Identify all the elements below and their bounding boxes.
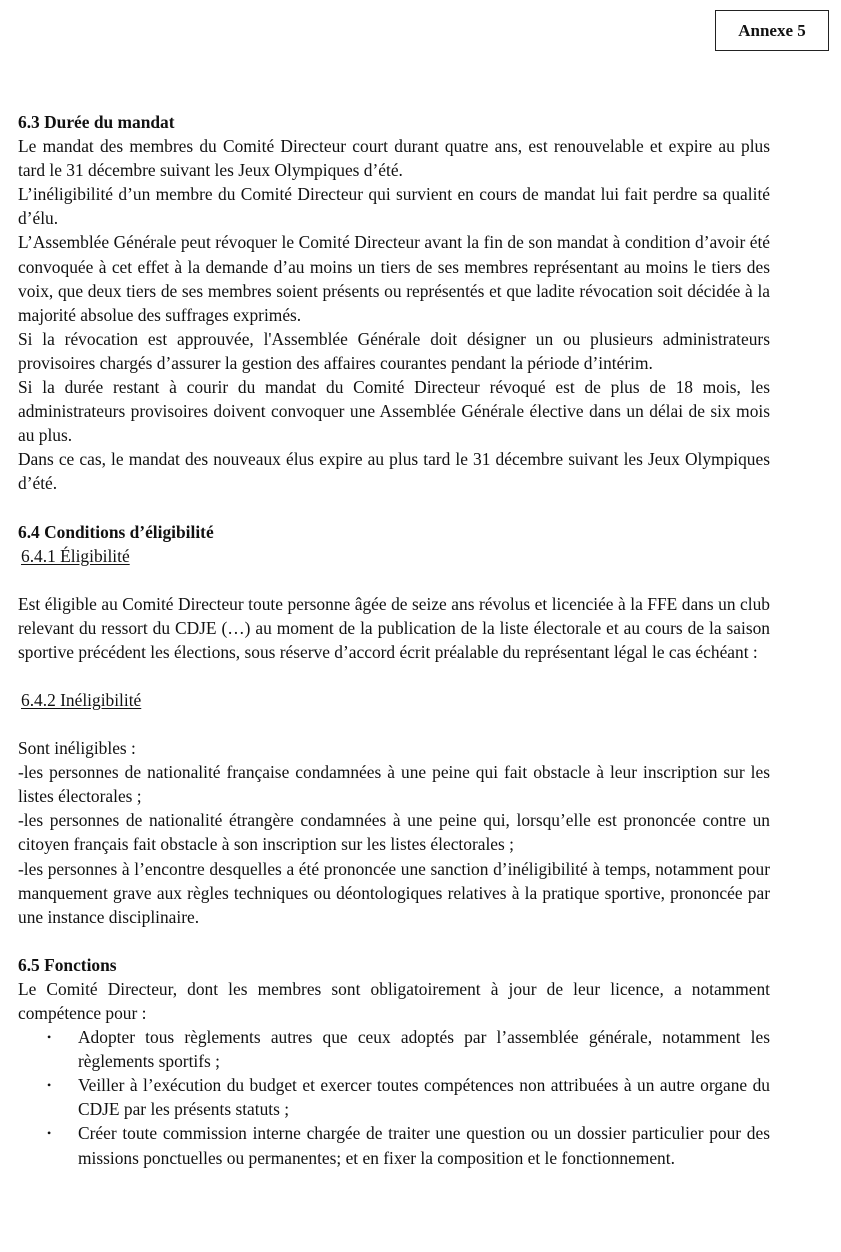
paragraph: Le mandat des membres du Comité Directeur court durant quatre ans, est renouvelable et expire au plus tard le 31 décembre suivant les Jeux Olympiques d’été. xyxy=(18,136,770,181)
ineligibility-item: -les personnes à l’encontre desquelles a été prononcée une sanction d’inéligibilité à temps, notamment pour manquement grave aux règles techniques ou déontologiques relatives à la pratique sportive, prononcée par une instance disciplinaire. xyxy=(18,858,770,927)
subsection-6-4-1-title: 6.4.1 Éligibilité xyxy=(21,545,130,566)
bullet-icon: • xyxy=(47,1078,52,1093)
paragraph: L’inéligibilité d’un membre du Comité Directeur qui survient en cours de mandat lui fait perdre sa qualité d’élu. xyxy=(18,184,770,229)
functions-intro: Le Comité Directeur, dont les membres sont obligatoirement à jour de leur licence, a notamment compétence pour : xyxy=(18,978,770,1023)
ineligibility-item: -les personnes de nationalité française condamnées à une peine qui fait obstacle à leur inscription sur les listes électorales ; xyxy=(18,762,770,807)
eligibility-paragraph: Est éligible au Comité Directeur toute personne âgée de seize ans révolus et licenciée à la FFE dans un club relevant du ressort du CDJE (…) au moment de la publication de la liste électorale et au cours de la saison sportive précédent les élections, sous réserve d’accord écrit préalable du représentant légal le cas échéant : xyxy=(18,593,770,662)
list-item-text: Veiller à l’exécution du budget et exercer toutes compétences non attribuées à un autre organe du CDJE par les présents statuts ; xyxy=(78,1075,770,1120)
bullet-icon: • xyxy=(47,1030,52,1045)
paragraph: Dans ce cas, le mandat des nouveaux élus expire au plus tard le 31 décembre suivant les Jeux Olympiques d’été. xyxy=(18,449,770,494)
list-item xyxy=(18,1025,770,1073)
section-6-3 xyxy=(18,110,770,496)
document-page xyxy=(18,110,770,1170)
subsection-6-4-2-title: 6.4.2 Inéligibilité xyxy=(21,689,142,710)
section-6-3-title: 6.3 Durée du mandat xyxy=(18,112,175,132)
ineligibility-item: -les personnes de nationalité étrangère condamnées à une peine qui, lorsqu’elle est prononcée contre un citoyen français fait obstacle à son inscription sur les listes électorales ; xyxy=(18,810,770,855)
paragraph: Si la révocation est approuvée, l'Assemblée Générale doit désigner un ou plusieurs administrateurs provisoires chargés d’assurer la gestion des affaires courantes pendant la période d’intérim. xyxy=(18,328,770,373)
bullet-icon: • xyxy=(47,1126,52,1141)
section-6-4 xyxy=(18,520,770,929)
spacer xyxy=(18,664,770,688)
section-6-5-title: 6.5 Fonctions xyxy=(18,954,117,975)
paragraph: L’Assemblée Générale peut révoquer le Comité Directeur avant la fin de son mandat à condition d’avoir été convoquée à cet effet à la demande d’au moins un tiers de ses membres représentant au moins le tiers des voix, que deux tiers de ses membres soient présents ou représentés et que ladite révocation soit décidée à la majorité absolue des suffrages exprimés. xyxy=(18,232,770,325)
spacer xyxy=(18,712,770,736)
list-item xyxy=(18,1121,770,1169)
annex-label-box xyxy=(715,10,829,51)
spacer xyxy=(18,568,770,592)
list-item-text: Adopter tous règlements autres que ceux adoptés par l’assemblée générale, notamment les règlements sportifs ; xyxy=(78,1027,770,1072)
section-6-4-title: 6.4 Conditions d’éligibilité xyxy=(18,521,214,542)
spacer xyxy=(18,929,770,953)
functions-list xyxy=(18,1025,770,1170)
ineligibility-intro: Sont inéligibles : xyxy=(18,738,136,759)
list-item-text: Créer toute commission interne chargée de traiter une question ou un dossier particulier pour des missions ponctuelles ou permanentes; et en fixer la composition et le fonctionnement. xyxy=(78,1123,770,1168)
spacer xyxy=(18,496,770,520)
section-6-5 xyxy=(18,953,770,1170)
list-item xyxy=(18,1073,770,1121)
annex-label: Annexe 5 xyxy=(738,20,806,40)
paragraph: Si la durée restant à courir du mandat du Comité Directeur révoqué est de plus de 18 mois, les administrateurs provisoires doivent convoquer une Assemblée Générale élective dans un délai de six mois au plus. xyxy=(18,377,770,446)
